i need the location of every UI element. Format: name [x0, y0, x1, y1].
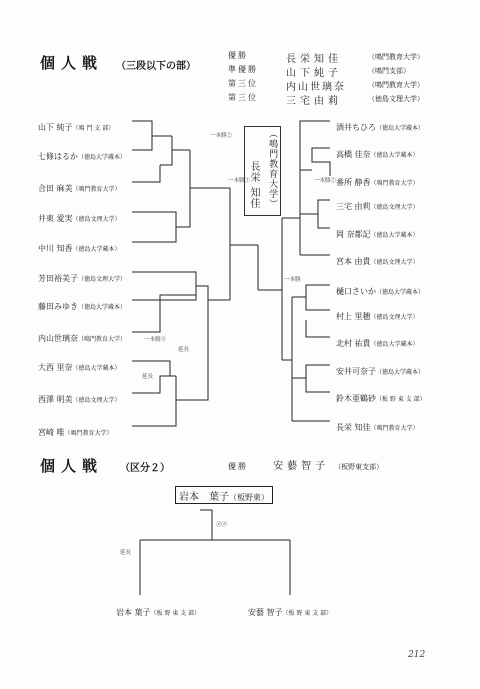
annotation-ippon: 一本勝②	[210, 133, 233, 139]
left-player: 藤田みゆき（徳島大学蔵本）	[38, 302, 127, 311]
section2-player: 岩本 葉子（板 野 東 支 部）	[116, 608, 201, 617]
left-player: 大西 里奈（徳島大学蔵本）	[38, 363, 121, 372]
section2-champion-box: 岩本 葉子（板野東）	[175, 486, 273, 504]
left-player: 井東 愛実（徳島文理大学）	[38, 214, 121, 223]
page-number: 212	[408, 650, 426, 660]
right-player: 番所 静香（鳴門教育大学）	[336, 178, 419, 187]
right-player: 長栄 知佳（鳴門教育大学）	[336, 423, 419, 432]
right-player: 宮本 由貴（徳島文理大学）	[336, 257, 419, 266]
section2-score: ㋱㋱	[216, 522, 228, 528]
right-player: 村上 里穂（徳島文理大学）	[336, 312, 419, 321]
left-player: 内山世璃奈（鳴門教育大学）	[38, 334, 127, 343]
right-player: 岡 奈都記（徳島大学蔵本）	[336, 230, 419, 239]
left-player: 合田 麻美（鳴門教育大学）	[38, 184, 121, 193]
annotation-ippon: 一本勝	[284, 277, 301, 283]
section1-subtitle: （三段以下の部）	[116, 61, 196, 72]
left-player: 芳田裕美子（徳島文理大学）	[38, 274, 127, 283]
section1-title: 個人戦	[40, 54, 104, 72]
right-player: 高橋 佳奈（徳島大学蔵本）	[336, 150, 419, 159]
annotation-ippon: 一本勝②	[228, 178, 251, 184]
right-player: 鈴木亜鶴砂（板 野 東 支 部）	[336, 394, 426, 403]
left-player: 山下 純子（鳴 門 支 部）	[38, 123, 115, 132]
section2-enchou: 延長	[120, 550, 132, 556]
left-player: 中川 知香（徳島大学蔵本）	[38, 244, 121, 253]
left-player: 西澤 明美（徳島文理大学）	[38, 395, 121, 404]
right-player: 三宅 由莉（徳島文理大学）	[336, 202, 419, 211]
champion-vertical-team: （鳴門教育大学）	[267, 129, 278, 209]
annotation-enchou: 延長	[142, 374, 154, 380]
section2-title: 個人戦	[40, 457, 104, 475]
right-player: 安井可奈子（徳島大学蔵本）	[336, 367, 425, 376]
right-player: 酒井ちひろ（徳島大学蔵本）	[336, 123, 425, 132]
annotation-ippon: 一本勝②	[314, 178, 337, 184]
champion-vertical-box	[244, 126, 281, 216]
right-player: 樋口さいか（徳島大学蔵本）	[336, 287, 425, 296]
left-player: 宮崎 唯（鳴門教育大学）	[38, 428, 113, 437]
annotation-ippon: 一本勝③	[144, 337, 167, 343]
right-player: 北村 祐貴（徳島大学蔵本）	[336, 339, 419, 348]
section2-player: 安藝 智子（板 野 東 支 部）	[248, 608, 333, 617]
section2-result: 優勝 安藝智子 （板野東支部）	[228, 461, 384, 472]
champion-vertical-name: 長栄 知佳	[248, 160, 259, 209]
annotation-enchou: 延長	[178, 347, 190, 353]
section2-subtitle: （区分２）	[120, 463, 170, 474]
left-player: 七條はるか（徳島大学蔵本）	[38, 152, 127, 161]
